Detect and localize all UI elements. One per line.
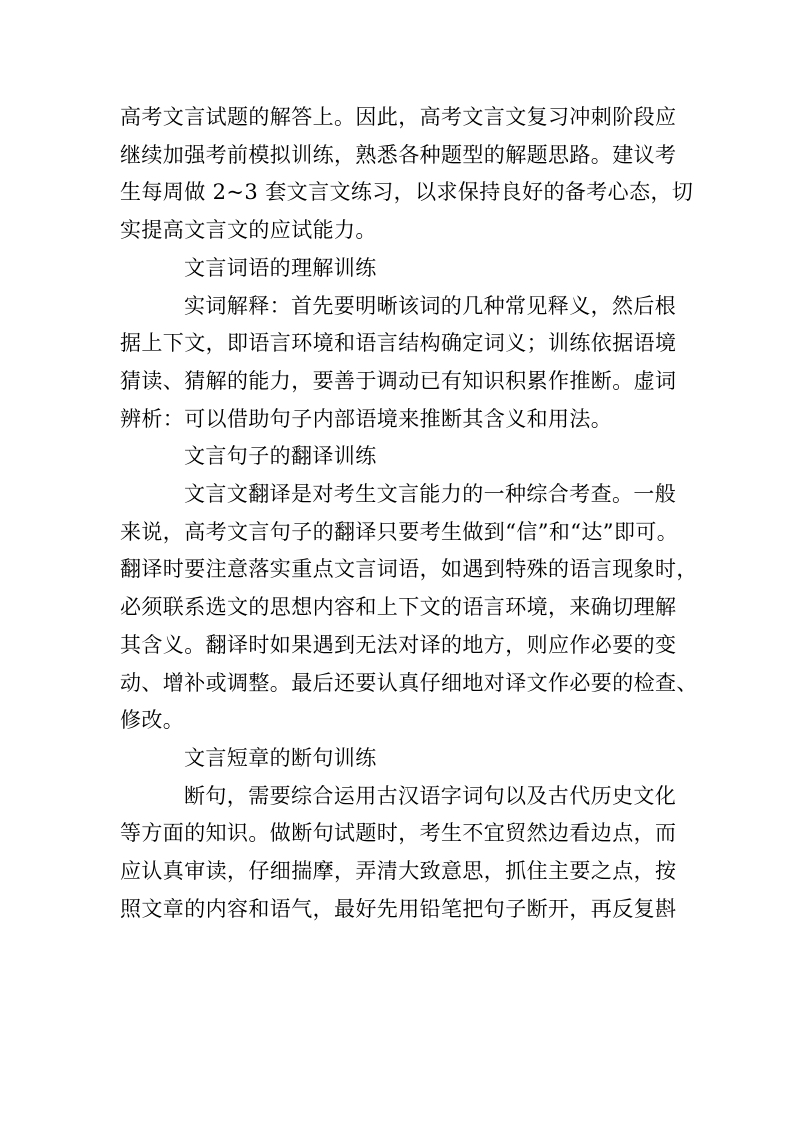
heading-text: 文言短章的断句训练 bbox=[184, 745, 377, 770]
text-line: 来说，高考文言句子的翻译只要考生做到“信”和“达”即可。 bbox=[120, 519, 679, 544]
text-line: 继续加强考前模拟训练，熟悉各种题型的解题思路。建议考 bbox=[120, 142, 677, 167]
text-line: 生每周做 2~3 套文言文练习，以求保持良好的备考心态，切 bbox=[120, 180, 694, 205]
text-line: 实提高文言文的应试能力。 bbox=[120, 218, 377, 243]
text-line: 照文章的内容和语气，最好先用铅笔把句子断开，再反复斟 bbox=[120, 896, 677, 921]
text-line: 动、增补或调整。最后还要认真仔细地对译文作必要的检查、 bbox=[120, 670, 698, 695]
text-line: 必须联系选文的思想内容和上下文的语言环境，来确切理解 bbox=[120, 595, 677, 620]
text-line: 断句，需要综合运用古汉语字词句以及古代历史文化 bbox=[184, 783, 677, 808]
text-line: 辨析：可以借助句子内部语境来推断其含义和用法。 bbox=[120, 406, 613, 431]
paragraph bbox=[120, 476, 698, 740]
text-line: 应认真审读，仔细揣摩，弄清大致意思，抓住主要之点，按 bbox=[120, 859, 677, 884]
heading-text: 文言句子的翻译训练 bbox=[184, 444, 377, 469]
text-line: 翻译时要注意落实重点文言词语，如遇到特殊的语言现象时， bbox=[120, 557, 698, 582]
paragraph bbox=[120, 778, 675, 929]
heading-text: 文言词语的理解训练 bbox=[184, 255, 377, 280]
paragraph bbox=[120, 288, 675, 439]
text-line: 实词解释：首先要明晰该词的几种常见释义，然后根 bbox=[184, 293, 677, 318]
text-line: 文言文翻译是对考生文言能力的一种综合考查。一般 bbox=[184, 482, 677, 507]
text-line: 猜读、猜解的能力，要善于调动已有知识积累作推断。虚词 bbox=[120, 368, 677, 393]
text-line: 修改。 bbox=[120, 708, 185, 733]
paragraph bbox=[120, 99, 694, 250]
section-heading bbox=[120, 740, 675, 778]
section-heading bbox=[120, 250, 675, 288]
section-heading bbox=[120, 438, 675, 476]
text-line: 等方面的知识。做断句试题时，考生不宜贸然边看边点，而 bbox=[120, 821, 677, 846]
text-line: 据上下文，即语言环境和语言结构确定词义；训练依据语境 bbox=[120, 331, 677, 356]
text-line: 其含义。翻译时如果遇到无法对译的地方，则应作必要的变 bbox=[120, 632, 677, 657]
text-line: 高考文言试题的解答上。因此，高考文言文复习冲刺阶段应 bbox=[120, 105, 677, 129]
document-page bbox=[120, 99, 698, 928]
